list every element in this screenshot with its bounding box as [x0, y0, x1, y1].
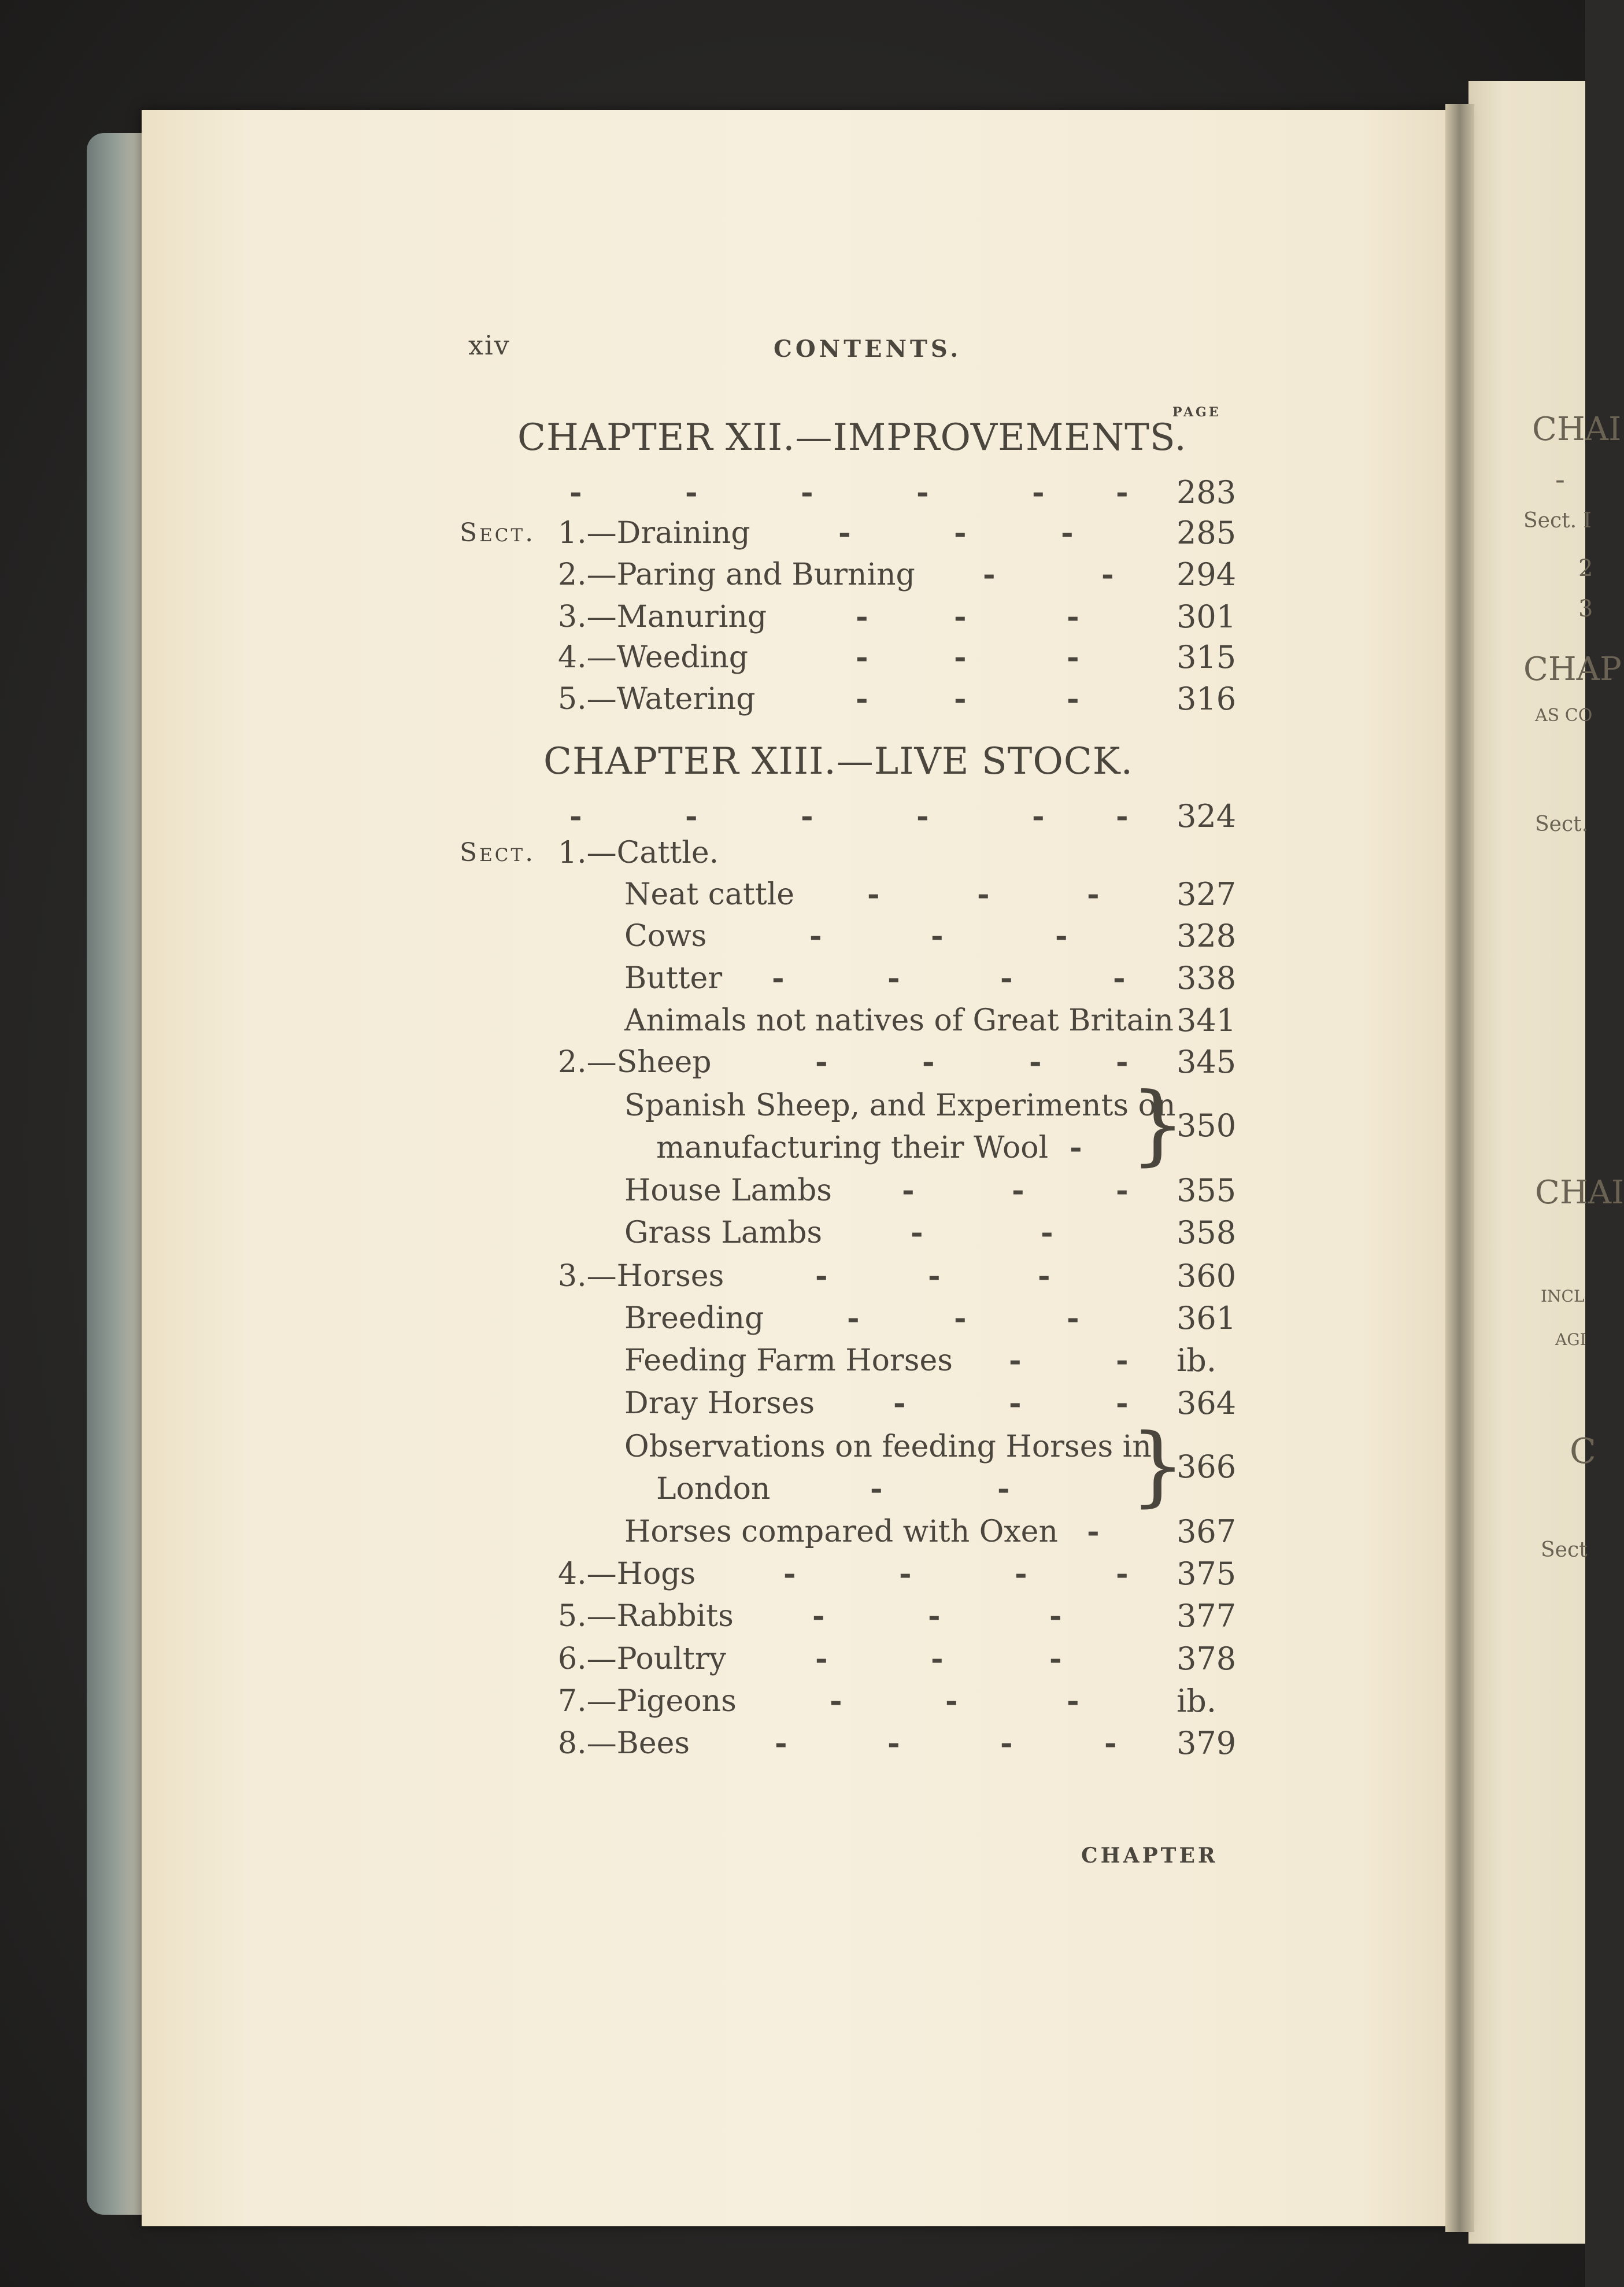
leader-dash: -: [954, 640, 967, 675]
leader-dash: -: [1067, 599, 1079, 634]
facing-fragment: INCL: [1541, 1287, 1585, 1306]
page-ref: 316: [1177, 681, 1237, 717]
leader-dash: -: [893, 1385, 906, 1421]
toc-entry-multiline: [460, 1084, 1240, 1127]
toc-entry: [460, 873, 1240, 916]
page-ref: 285: [1177, 515, 1237, 551]
entry-label: 4.—Hogs: [558, 1557, 696, 1591]
toc-entry: [460, 678, 1240, 721]
page-ref: 367: [1177, 1513, 1237, 1550]
leader-dash: -: [1116, 1556, 1129, 1591]
entry-label: manufacturing their Wool: [656, 1130, 1049, 1165]
leader-dash: -: [569, 799, 582, 834]
toc-entry: [460, 1510, 1240, 1553]
toc-entry-multiline: [460, 1107, 1240, 1169]
page-ref: 315: [1177, 639, 1237, 675]
leader-dash: -: [916, 799, 929, 834]
leader-dash: -: [1032, 475, 1045, 510]
brace: }: [1130, 1416, 1186, 1516]
entry-label: Spanish Sheep, and Experiments on: [624, 1088, 1176, 1123]
page-ref: 378: [1177, 1641, 1237, 1677]
leader-dash: -: [1049, 1641, 1062, 1676]
chapter-intro-row: [460, 471, 1240, 514]
catchword: CHAPTER: [1081, 1843, 1218, 1868]
leader-dash: -: [954, 599, 967, 634]
toc-entry: [460, 1680, 1240, 1723]
entry-label: 5.—Watering: [558, 682, 756, 716]
leader-dash: -: [1087, 1514, 1100, 1549]
entry-label: Feeding Farm Horses: [624, 1343, 953, 1378]
facing-fragment: CHAI: [1532, 411, 1622, 448]
book-gutter: [1445, 104, 1474, 2232]
leader-dash: -: [569, 475, 582, 510]
leader-dash: -: [856, 599, 868, 634]
toc-entry: [460, 1041, 1240, 1084]
leader-dash: -: [847, 1300, 860, 1336]
leader-dash: -: [1055, 918, 1068, 954]
leader-dash: -: [911, 1215, 923, 1250]
leader-dash: -: [809, 918, 822, 954]
page-ref: 301: [1177, 598, 1237, 635]
leader-dash: -: [1116, 1044, 1129, 1080]
leader-dash: -: [812, 1598, 825, 1634]
leader-dash: -: [954, 1300, 967, 1336]
chapter-title: CHAPTER XIII.—LIVE STOCK.: [543, 740, 1133, 783]
toc-entry: [460, 832, 1240, 874]
page-edge-stack: [87, 133, 150, 2215]
entry-label: Observations on feeding Horses in: [624, 1429, 1152, 1464]
entry-label: House Lambs: [624, 1173, 832, 1208]
entry-label: 2.—Sheep: [558, 1045, 712, 1080]
toc-entry: [460, 1211, 1240, 1254]
leader-dash: -: [887, 1726, 900, 1761]
page-ref: 361: [1177, 1300, 1237, 1336]
leader-dash: -: [1116, 475, 1129, 510]
leader-dash: -: [997, 1471, 1010, 1506]
leader-dash: -: [928, 1258, 941, 1294]
entry-label: Dray Horses: [624, 1386, 815, 1421]
leader-dash: -: [1049, 1598, 1062, 1634]
leader-dash: -: [1087, 877, 1100, 912]
leader-dash: -: [1038, 1258, 1050, 1294]
entry-label: London: [656, 1472, 771, 1506]
page-ref: 379: [1177, 1725, 1237, 1761]
toc-entry: [460, 999, 1240, 1042]
leader-dash: -: [775, 1726, 787, 1761]
leader-dash: -: [1101, 557, 1114, 592]
page-ref: 341: [1177, 1002, 1237, 1039]
leader-dash: -: [1000, 960, 1013, 996]
entry-label: Grass Lambs: [624, 1215, 823, 1250]
page-ref: 294: [1177, 556, 1237, 593]
entry-label: 2.—Paring and Burning: [558, 557, 915, 592]
facing-fragment: AS CO: [1535, 705, 1593, 726]
page-ref: ib.: [1177, 1683, 1217, 1719]
page-ref: 364: [1177, 1385, 1237, 1421]
running-head: CONTENTS.: [774, 335, 962, 363]
toc-entry-multiline: [460, 1425, 1240, 1468]
toc-entry: [460, 553, 1240, 596]
leader-dash: -: [899, 1556, 912, 1591]
entry-label: Butter: [624, 961, 723, 996]
leader-dash: -: [815, 1258, 828, 1294]
toc-entry: [460, 512, 1240, 555]
leader-dash: -: [1116, 1343, 1129, 1378]
page-number: xiv: [468, 330, 510, 361]
chapter-title: CHAPTER XII.—IMPROVEMENTS.: [517, 416, 1187, 459]
toc-entry: [460, 1722, 1240, 1765]
leader-dash: -: [1067, 1683, 1079, 1719]
facing-fragment: Sect: [1541, 1538, 1588, 1562]
leader-dash: -: [838, 515, 851, 550]
section-label: Sect.: [460, 838, 536, 867]
page-column-label: PAGE: [1172, 405, 1221, 420]
page-ref: 366: [1177, 1449, 1237, 1485]
facing-fragment: Sect. I: [1523, 509, 1592, 533]
leader-dash: -: [1000, 1726, 1013, 1761]
entry-label: Neat cattle: [624, 877, 795, 912]
toc-entry: [460, 1553, 1240, 1595]
toc-entry: [460, 636, 1240, 679]
leader-dash: -: [783, 1556, 796, 1591]
toc-entry: [460, 915, 1240, 958]
page-ref: 345: [1177, 1044, 1237, 1080]
entry-label: 3.—Horses: [558, 1259, 724, 1294]
toc-entry: [460, 596, 1240, 638]
leader-dash: -: [1113, 960, 1126, 996]
leader-dash: -: [954, 681, 967, 716]
facing-fragment: Sect.: [1535, 812, 1589, 836]
leader-dash: -: [1009, 1343, 1022, 1378]
leader-dash: -: [1104, 1726, 1117, 1761]
page-ref: 377: [1177, 1598, 1237, 1634]
leader-dash: -: [1067, 640, 1079, 675]
leader-dash: -: [1041, 1215, 1053, 1250]
leader-dash: -: [945, 1683, 958, 1719]
leader-dash: -: [931, 1641, 944, 1676]
leader-dash: -: [887, 960, 900, 996]
facing-fragment: CHAI: [1535, 1174, 1624, 1211]
leader-dash: -: [1015, 1556, 1027, 1591]
page-ref: 350: [1177, 1107, 1237, 1144]
toc-entry: [460, 1255, 1240, 1298]
entry-label: 6.—Poultry: [558, 1642, 727, 1676]
page-ref: 338: [1177, 960, 1237, 996]
page-ref: 375: [1177, 1556, 1237, 1592]
leader-dash: -: [1029, 1044, 1042, 1080]
leader-dash: -: [685, 475, 698, 510]
leader-dash: -: [1032, 799, 1045, 834]
facing-fragment: 2: [1578, 555, 1593, 582]
facing-fragment: 3: [1578, 596, 1593, 622]
toc-entry-multiline: [460, 1449, 1240, 1510]
facing-fragment: CHAP: [1523, 651, 1622, 688]
leader-dash: -: [1067, 681, 1079, 716]
entry-label: 3.—Manuring: [558, 600, 767, 634]
leader-dash: -: [977, 877, 990, 912]
entry-label: 1.—Draining: [558, 516, 750, 550]
entry-label: Horses compared with Oxen: [624, 1514, 1058, 1549]
leader-dash: -: [772, 960, 785, 996]
leader-dash: -: [856, 681, 868, 716]
leader-dash: -: [916, 475, 929, 510]
section-label: Sect.: [460, 518, 536, 548]
leader-dash: -: [1116, 1173, 1129, 1208]
entry-label: 7.—Pigeons: [558, 1684, 737, 1719]
leader-dash: -: [1009, 1385, 1022, 1421]
page-ref: 328: [1177, 918, 1237, 954]
leader-dash: -: [1012, 1173, 1024, 1208]
page-ref: 355: [1177, 1172, 1237, 1209]
leader-dash: -: [867, 877, 880, 912]
leader-dash: -: [801, 799, 813, 834]
entry-label: 4.—Weeding: [558, 640, 749, 675]
leader-dash: -: [1061, 515, 1074, 550]
entry-label: 8.—Bees: [558, 1726, 690, 1761]
brace: }: [1130, 1074, 1186, 1175]
entry-label: Cows: [624, 919, 707, 954]
entry-label: Animals not natives of Great Britain: [624, 1003, 1174, 1038]
leader-dash: -: [1116, 799, 1129, 834]
entry-label: 1.—Cattle.: [558, 836, 719, 870]
toc-entry: [460, 1638, 1240, 1680]
leader-dash: -: [983, 557, 996, 592]
page-ref: 327: [1177, 876, 1237, 912]
entry-label: 5.—Rabbits: [558, 1599, 734, 1634]
toc-entry: [460, 1339, 1240, 1382]
leader-dash: -: [928, 1598, 941, 1634]
leader-dash: -: [815, 1641, 828, 1676]
facing-fragment: C: [1570, 1431, 1596, 1472]
leader-dash: -: [801, 475, 813, 510]
leader-dash: -: [856, 640, 868, 675]
leader-dash: -: [830, 1683, 842, 1719]
page-ref: 360: [1177, 1258, 1237, 1294]
toc-entry: [460, 957, 1240, 1000]
leader-dash: -: [902, 1173, 915, 1208]
page-ref: 283: [1177, 474, 1237, 511]
leader-dash: -: [815, 1044, 828, 1080]
leader-dash: -: [1070, 1130, 1082, 1165]
leader-dash: -: [685, 799, 698, 834]
entry-label: Breeding: [624, 1301, 764, 1336]
leader-dash: -: [922, 1044, 935, 1080]
toc-entry: [460, 1382, 1240, 1425]
facing-fragment: -: [1555, 463, 1565, 496]
facing-page: [1468, 81, 1624, 2244]
toc-entry: [460, 1297, 1240, 1340]
toc-entry: [460, 1169, 1240, 1212]
leader-dash: -: [1116, 1385, 1129, 1421]
page-ref: 324: [1177, 798, 1237, 834]
toc-entry: [460, 1595, 1240, 1638]
leader-dash: -: [931, 918, 944, 954]
leader-dash: -: [870, 1471, 883, 1506]
page-ref: ib.: [1177, 1342, 1217, 1379]
facing-fragment: AGI: [1555, 1330, 1586, 1349]
page-ref: 358: [1177, 1214, 1237, 1251]
leader-dash: -: [954, 515, 967, 550]
leader-dash: -: [1067, 1300, 1079, 1336]
